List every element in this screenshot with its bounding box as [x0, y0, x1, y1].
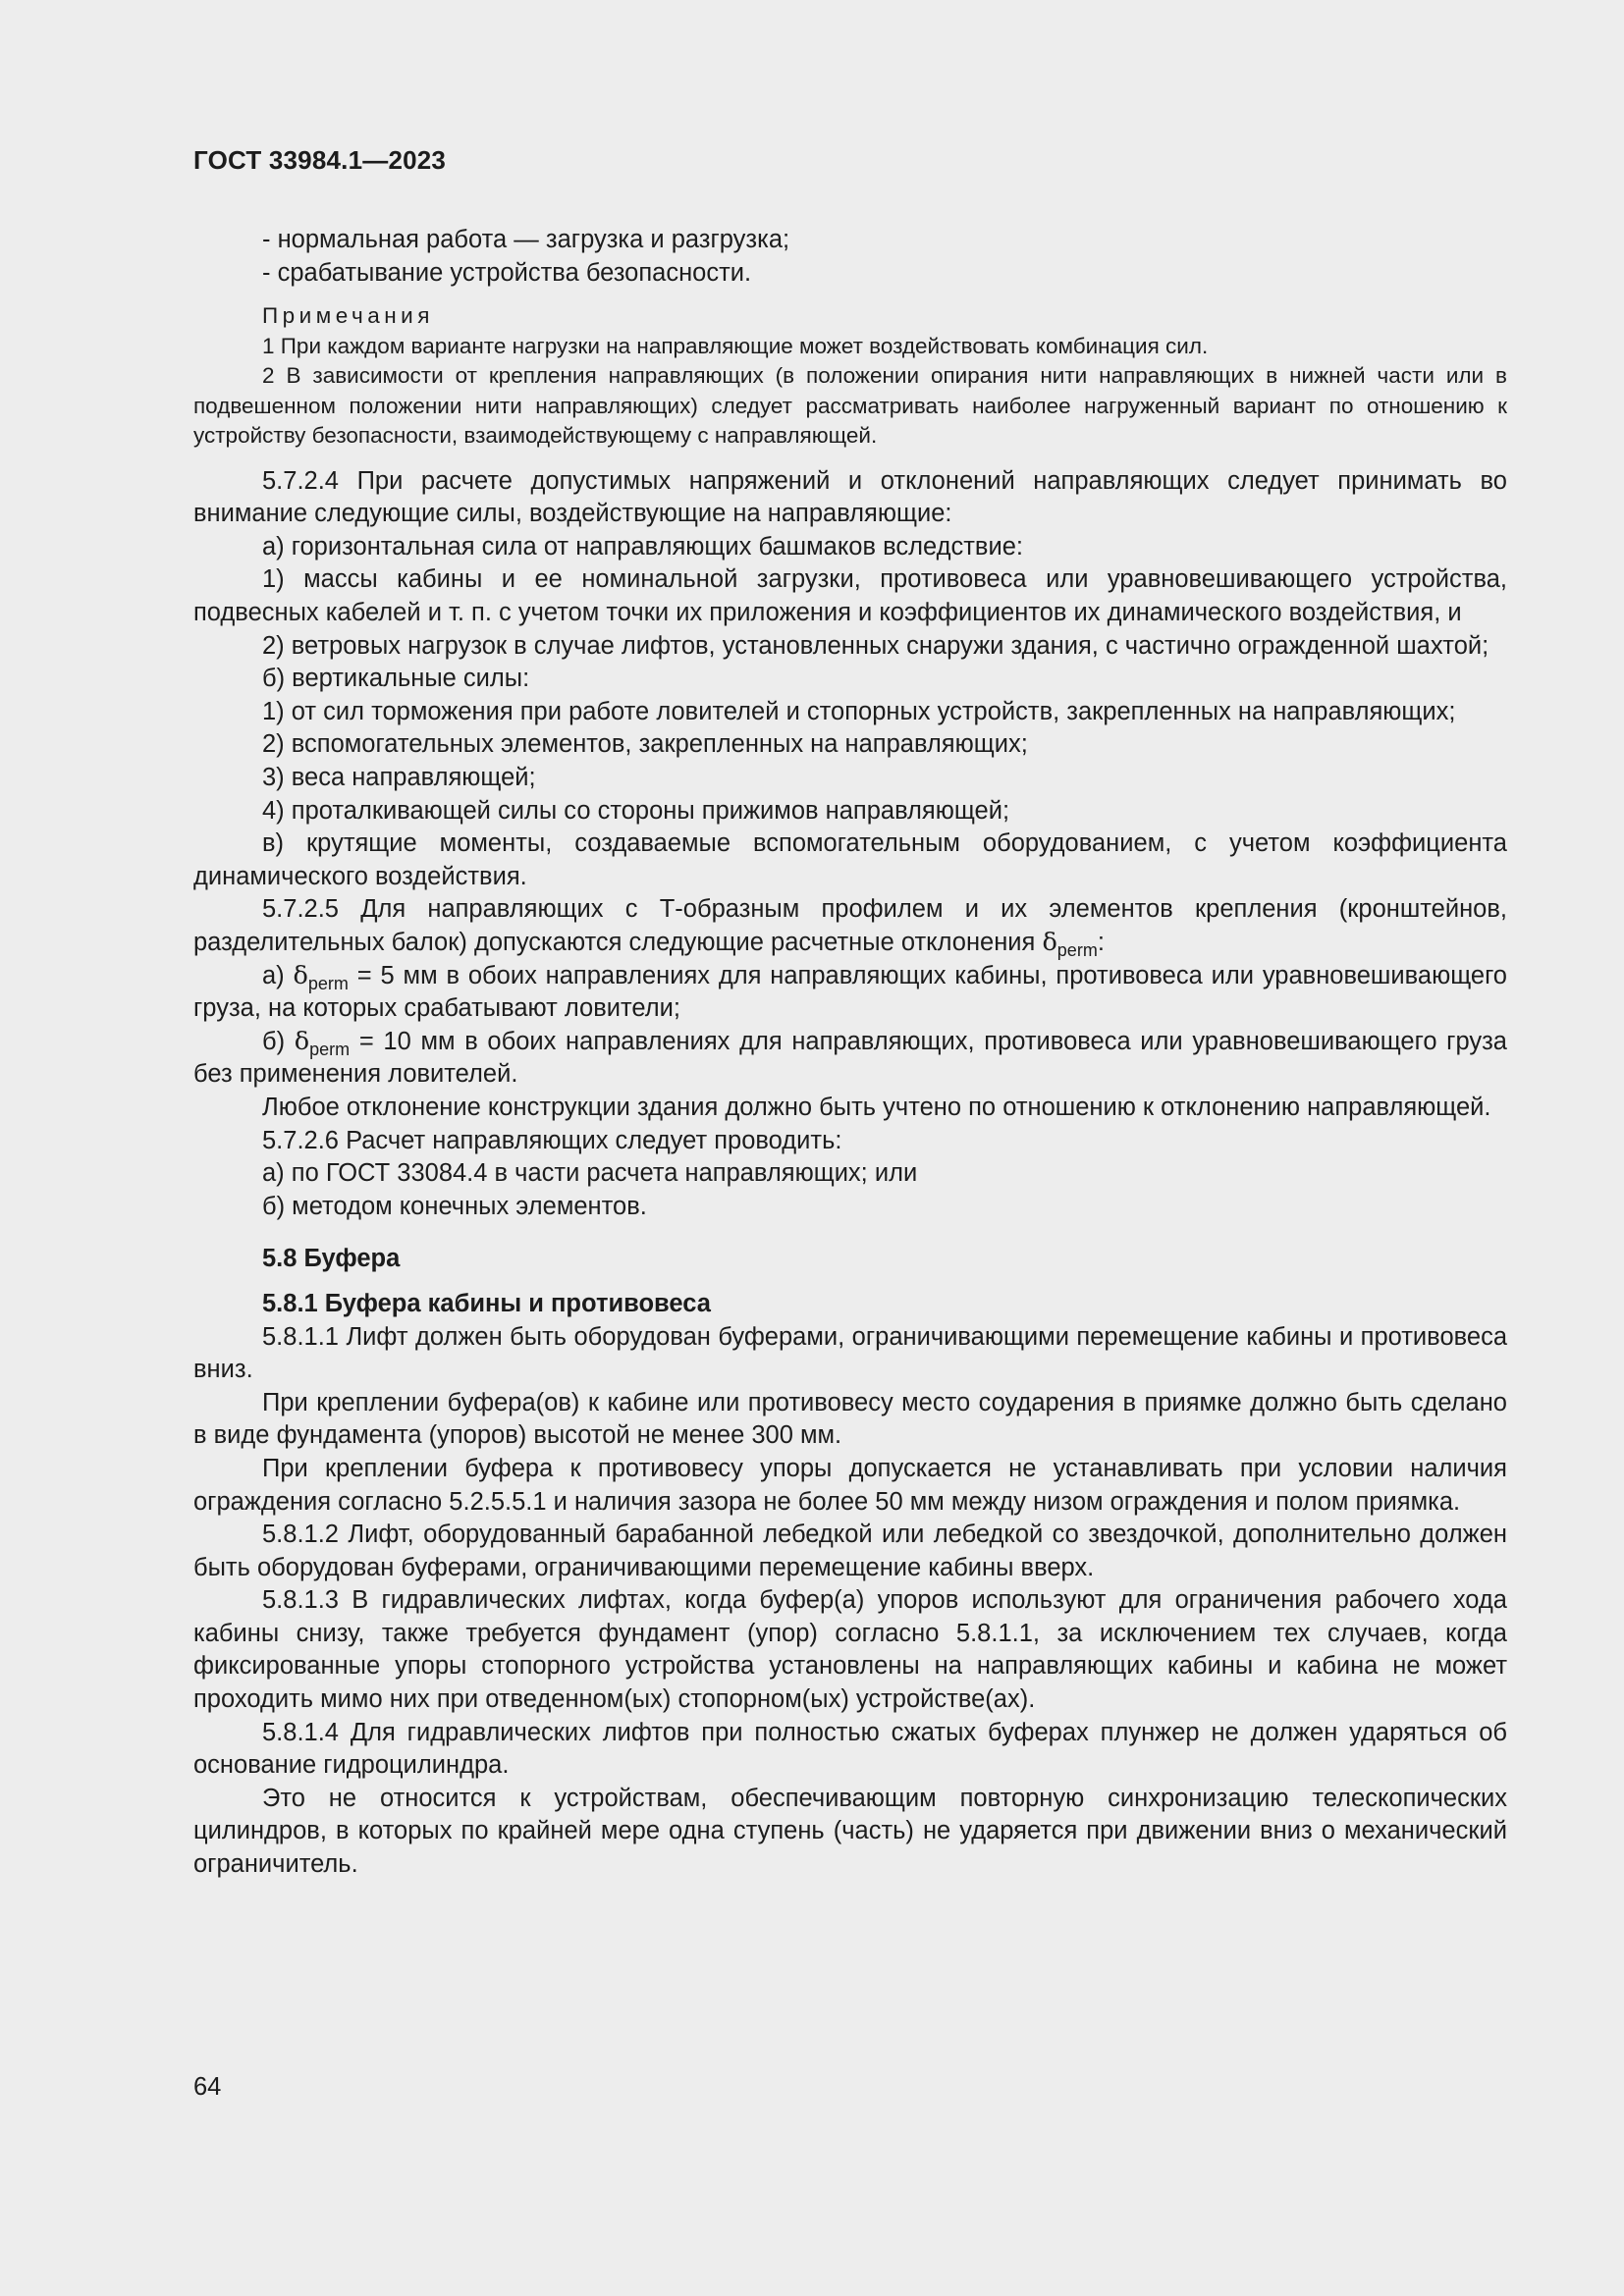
delta-subscript: perm: [309, 1039, 351, 1059]
clause-5-7-2-6: 5.7.2.6 Расчет направляющих следует проводить:: [262, 1126, 842, 1154]
section-heading: 5.8 Буфера: [262, 1245, 401, 1273]
notes-block: [193, 301, 1507, 452]
clause-text: = 10 мм в обоих направлениях для направляющих, противовеса или уравновешивающего груза без применения ловителей.: [193, 1027, 1507, 1089]
paragraph: 5.8.1.3 В гидравлических лифтах, когда буфер(а) упоров используют для ограничения рабочего хода кабины снизу, также требуется фундамент (упор) согласно 5.8.1.1, за исключением тех случаев, когда фиксированные упоры стопорного устройства установлены на направляющих кабины и кабина не может проходить мимо них при отведенном(ых) стопорном(ых) устройстве(ах).: [193, 1586, 1507, 1714]
item-marker: а): [262, 961, 294, 989]
paragraph: 5.8.1.4 Для гидравлических лифтов при полностью сжатых буферах плунжер не должен ударяться об основание гидроцилиндра.: [193, 1718, 1507, 1780]
delta-subscript: perm: [307, 973, 349, 993]
clause-item: 1) от сил торможения при работе ловителей и стопорных устройств, закрепленных на направляющих;: [262, 697, 1456, 725]
delta-symbol: δ: [293, 960, 308, 990]
clause-item: 2) вспомогательных элементов, закрепленных на направляющих;: [262, 730, 1028, 759]
clause-item: б) вертикальные силы:: [262, 665, 530, 693]
clause-item: 1) массы кабины и ее номинальной загрузки, противовеса или уравновешивающего устройства, подвесных кабелей и т. п. с учетом точки их приложения и коэффициентов их динамического воздействия, и: [193, 565, 1507, 627]
clause-item: а) по ГОСТ 33084.4 в части расчета направляющих; или: [262, 1159, 918, 1188]
note-1: 1 При каждом варианте нагрузки на направляющие может воздействовать комбинация сил.: [262, 333, 1209, 358]
clause-item: 2) ветровых нагрузок в случае лифтов, установленных снаружи здания, с частично огражденной шахтой;: [262, 631, 1489, 660]
page-number: 64: [193, 2073, 222, 2101]
clause-item: в) крутящие моменты, создаваемые вспомогательным оборудованием, с учетом коэффициента динамического воздействия.: [193, 829, 1507, 890]
notes-title: Примечания: [262, 303, 434, 329]
note-2: 2 В зависимости от крепления направляющих (в положении опирания нити направляющих в нижней части или в подвешенном положении нити направляющих) следует рассматривать наиболее нагруженный вариант по отношению к устройству безопасности, взаимодействующему с направляющей.: [193, 363, 1507, 449]
clause-item: а) горизонтальная сила от направляющих башмаков вследствие:: [262, 532, 1023, 561]
clause-5-7-2-4: 5.7.2.4 При расчете допустимых напряжений и отклонений направляющих следует принимать во внимание следующие силы, воздействующие на направляющие:: [193, 466, 1507, 528]
paragraph: 5.8.1.1 Лифт должен быть оборудован буферами, ограничивающими перемещение кабины и противовеса вниз.: [193, 1322, 1507, 1384]
paragraph: Любое отклонение конструкции здания должно быть учтено по отношению к отклонению направляющей.: [262, 1093, 1491, 1121]
list-item: - нормальная работа — загрузка и разгрузка;: [262, 226, 790, 253]
document-body: [193, 224, 1507, 1882]
clause-text: :: [1097, 929, 1105, 956]
clause-text: = 5 мм в обоих направлениях для направляющих кабины, противовеса или уравновешивающего груза, на которых срабатывают ловители;: [193, 961, 1507, 1023]
delta-symbol: δ: [1042, 928, 1057, 957]
paragraph: При креплении буфера к противовесу упоры допускается не устанавливать при условии наличия ограждения согласно 5.2.5.5.1 и наличия зазора не более 50 мм между низом ограждения и полом приямка.: [193, 1454, 1507, 1516]
clause-item: [193, 960, 1507, 1026]
paragraph: При креплении буфера(ов) к кабине или противовесу место соударения в приямке должно быть сделано в виде фундамента (упоров) высотой не менее 300 мм.: [193, 1388, 1507, 1450]
paragraph: Это не относится к устройствам, обеспечивающим повторную синхронизацию телескопических цилиндров, в которых по крайней мере одна ступень (часть) не ударяется при движении вниз о механический ограничитель.: [193, 1784, 1507, 1879]
paragraph: 5.8.1.2 Лифт, оборудованный барабанной лебедкой или лебедкой со звездочкой, дополнительно должен быть оборудован буферами, ограничивающими перемещение кабины вверх.: [193, 1521, 1507, 1581]
item-marker: б): [262, 1027, 295, 1055]
list-item: - срабатывание устройства безопасности.: [262, 258, 752, 287]
delta-subscript: perm: [1056, 940, 1098, 960]
delta-symbol: δ: [294, 1026, 310, 1056]
subsection-heading: 5.8.1 Буфера кабины и противовеса: [262, 1289, 711, 1317]
clause-item: 4) проталкивающей силы со стороны прижимов направляющей;: [262, 796, 1010, 825]
document-header: ГОСТ 33984.1—2023: [193, 145, 447, 175]
clause-text: 5.7.2.5 Для направляющих с Т-образным профилем и их элементов крепления (кронштейнов, разделительных балок) допускаются следующие расчетные отклонения: [193, 895, 1507, 956]
clause-item: 3) веса направляющей;: [262, 764, 536, 792]
spacer: [193, 1223, 1507, 1243]
clause-item: [193, 1026, 1507, 1092]
spacer: [193, 1276, 1507, 1288]
clause-5-7-2-5: [193, 893, 1507, 959]
clause-item: б) методом конечных элементов.: [262, 1192, 647, 1220]
